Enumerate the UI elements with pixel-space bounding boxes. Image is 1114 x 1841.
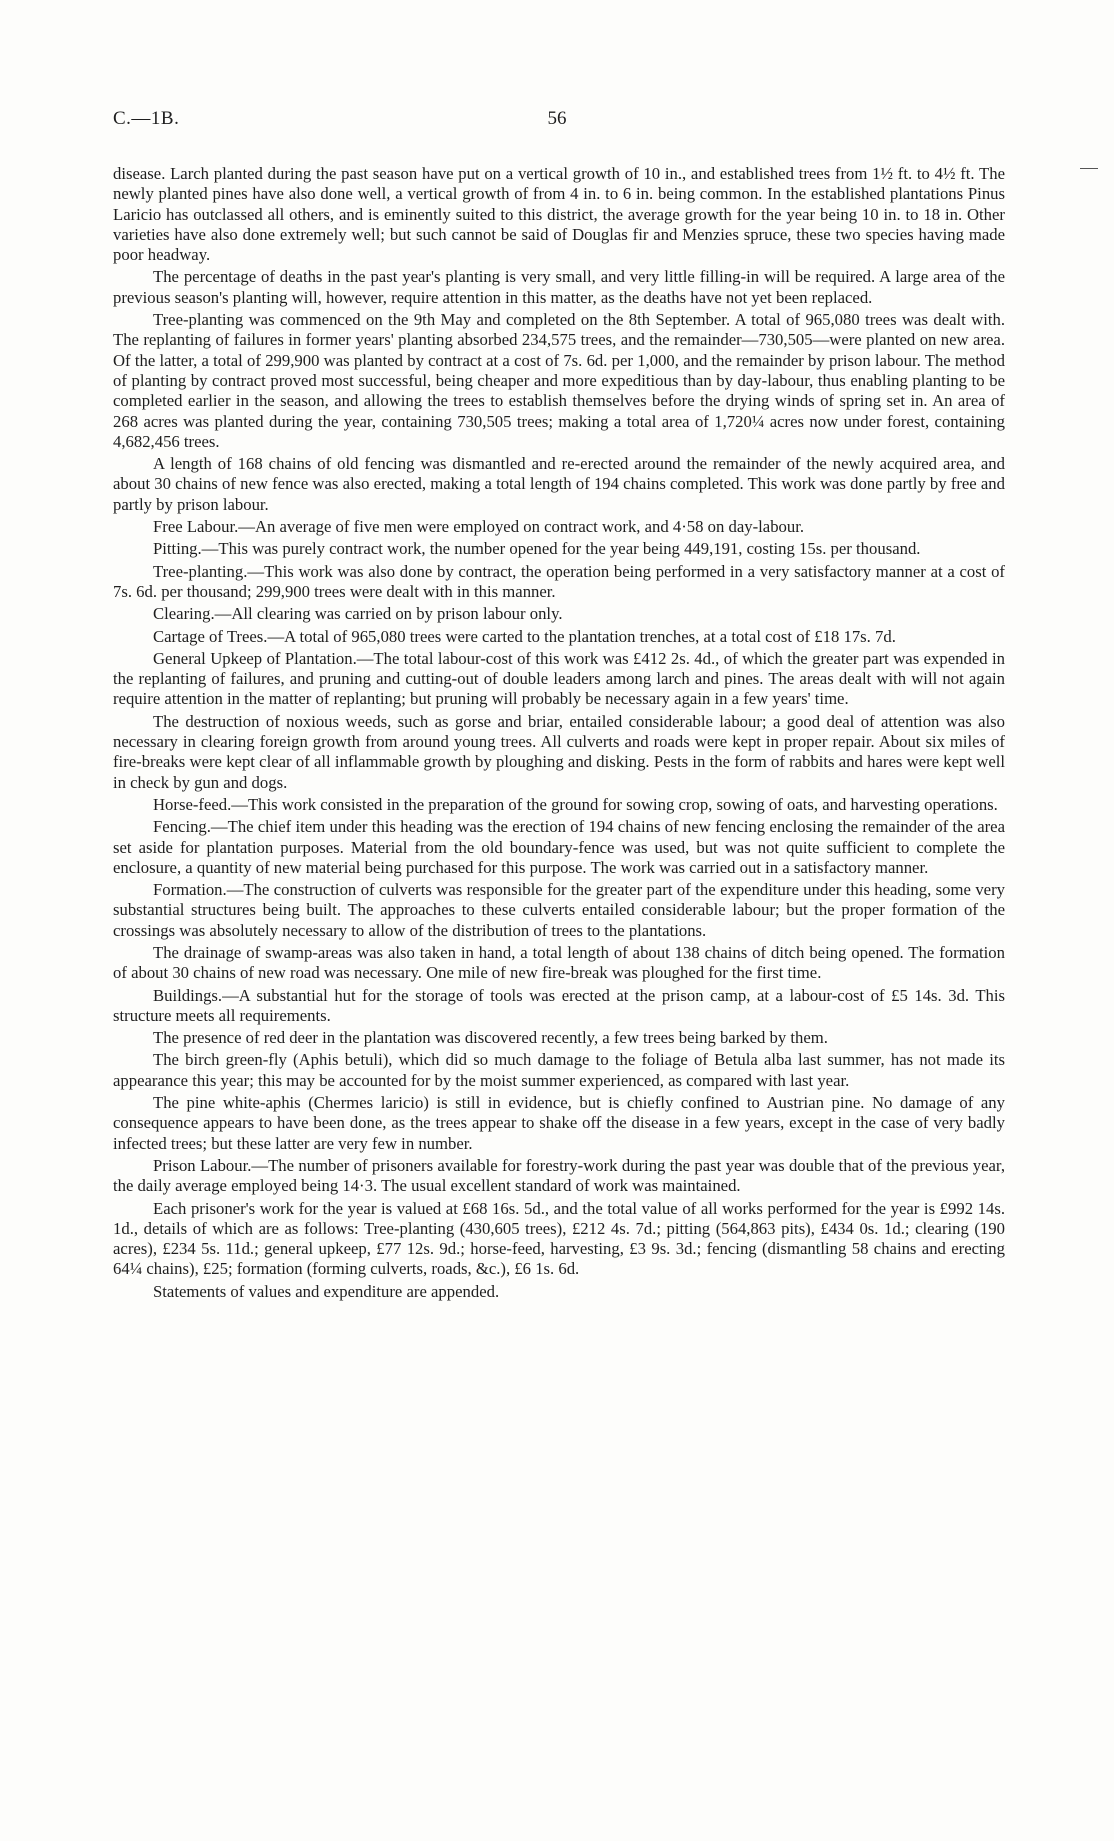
paragraph: The presence of red deer in the plantation was discovered recently, a few trees being barked by them.	[153, 1028, 828, 1048]
paragraph: Cartage of Trees.—A total of 965,080 trees were carted to the plantation trenches, at a total cost of £18 17s. 7d.	[153, 626, 896, 646]
paragraph: Tree-planting.—This work was also done by contract, the operation being performed in a very satisfactory manner at a cost of 7s. 6d. per thousand; 299,900 trees were dealt with in this manner.	[113, 561, 1005, 601]
paragraph: Formation.—The construction of culverts was responsible for the greater part of the expenditure under this heading, some very substantial structures being built. The approaches to these culverts entailed considerable labour; but the proper formation of the crossings was absolutely necessary to allow of the distribution of trees to the plantations.	[113, 880, 1005, 940]
paragraph: Prison Labour.—The number of prisoners available for forestry-work during the past year was double that of the previous year, the daily average employed being 14·3. The usual excellent standard of work was maintained.	[113, 1155, 1005, 1196]
paragraph: Buildings.—A substantial hut for the storage of tools was erected at the prison camp, at a labour-cost of £5 14s. 3d. This structure meets all requirements.	[113, 985, 1005, 1025]
paragraph: Each prisoner's work for the year is valued at £68 16s. 5d., and the total value of all works performed for the year is £992 14s. 1d., details of which are as follows: Tree-planting (430,605 trees), £212 4s. 7d.; pitting (564,863 pits), £434 0s. 1d.; clearing (190 acres), £234 5s. 11d.; general upkeep, £77 12s. 9d.; horse-feed, harvesting, £3 9s. 3d.; fencing (dismantling 58 chains and erecting 64¼ chains), £25; formation (forming culverts, roads, &c.), £6 1s. 6d.	[113, 1198, 1005, 1279]
paragraph: A length of 168 chains of old fencing was dismantled and re-erected around the remainder of the newly acquired area, and about 30 chains of new fence was also erected, making a total length of 194 chains completed. This work was done partly by free and partly by prison labour.	[113, 454, 1005, 514]
paragraph: Free Labour.—An average of five men were employed on contract work, and 4·58 on day-labour.	[153, 517, 805, 537]
paragraph: The percentage of deaths in the past year's planting is very small, and very little filling-in will be required. A large area of the previous season's planting will, however, require attention in this matter, as the deaths have not yet been replaced.	[113, 267, 1005, 307]
paragraph: General Upkeep of Plantation.—The total labour-cost of this work was £412 2s. 4d., of which the greater part was expended in the replanting of failures, and pruning and cutting-out of double leaders among larch and pines. The areas dealt with will not again require attention in the matter of replanting; but pruning will probably be necessary again in a few years' time.	[113, 648, 1005, 709]
paragraph: Fencing.—The chief item under this heading was the erection of 194 chains of new fencing enclosing the remainder of the area set aside for plantation purposes. Material from the old boundary-fence was used, but was not quite sufficient to complete the enclosure, a quantity of new material being purchased for this purpose. The work was carried out in a satisfactory manner.	[113, 817, 1005, 877]
paragraph: Clearing.—All clearing was carried on by prison labour only.	[153, 604, 563, 624]
page-number: 56	[547, 108, 567, 129]
paragraph: Pitting.—This was purely contract work, the number opened for the year being 449,191, costing 15s. per thousand.	[153, 539, 921, 559]
paragraph: Horse-feed.—This work consisted in the preparation of the ground for sowing crop, sowing of oats, and harvesting operations.	[153, 794, 998, 814]
paragraph: The pine white-aphis (Chermes laricio) is still in evidence, but is chiefly confined to Austrian pine. No damage of any consequence appears to have been done, as the trees appear to shake off the disease in a few years, except in the case of very badly infected trees; but these latter are very few in number.	[113, 1093, 1005, 1153]
paragraph: Statements of values and expenditure are appended.	[153, 1281, 500, 1301]
page-header	[113, 108, 1001, 138]
paragraph: The drainage of swamp-areas was also taken in hand, a total length of about 138 chains of ditch being opened. The formation of about 30 chains of new road was necessary. One mile of new fire-break was ploughed for the first time.	[113, 942, 1005, 983]
margin-mark	[1080, 168, 1098, 169]
paragraph: The destruction of noxious weeds, such as gorse and briar, entailed considerable labour; a good deal of attention was also necessary in clearing foreign growth from around young trees. All culverts and roads were kept in proper repair. About six miles of fire-breaks were kept clear of all inflammable growth by ploughing and disking. Pests in the form of rabbits and hares were kept well in check by gun and dogs.	[113, 711, 1005, 792]
body-text	[113, 164, 1005, 1304]
paragraph: disease. Larch planted during the past season have put on a vertical growth of 10 in., and established trees from 1½ ft. to 4½ ft. The newly planted pines have also done well, a vertical growth of from 4 in. to 6 in. being common. In the established plantations Pinus Laricio has outclassed all others, and is eminently suited to this district, the average growth for the year being 10 in. to 18 in. Other varieties have also done extremely well; but such cannot be said of Douglas fir and Menzies spruce, these two species having made poor headway.	[113, 164, 1005, 265]
paragraph: Tree-planting was commenced on the 9th May and completed on the 8th September. A total of 965,080 trees was dealt with. The replanting of failures in former years' planting absorbed 234,575 trees, and the remainder—730,505—were planted on new area. Of the latter, a total of 299,900 was planted by contract at a cost of 7s. 6d. per 1,000, and the remainder by prison labour. The method of planting by contract proved most successful, being cheaper and more expeditious than by day-labour, thus enabling planting to be completed earlier in the season, and allowing the trees to establish themselves before the drying winds of spring set in. An area of 268 acres was planted during the year, containing 730,505 trees; making a total area of 1,720¼ acres now under forest, containing 4,682,456 trees.	[113, 310, 1005, 451]
paragraph: The birch green-fly (Aphis betuli), which did so much damage to the foliage of Betula alba last summer, has not made its appearance this year; this may be accounted for by the moist summer experienced, as compared with last year.	[113, 1050, 1005, 1090]
document-code: C.—1B.	[113, 108, 180, 129]
